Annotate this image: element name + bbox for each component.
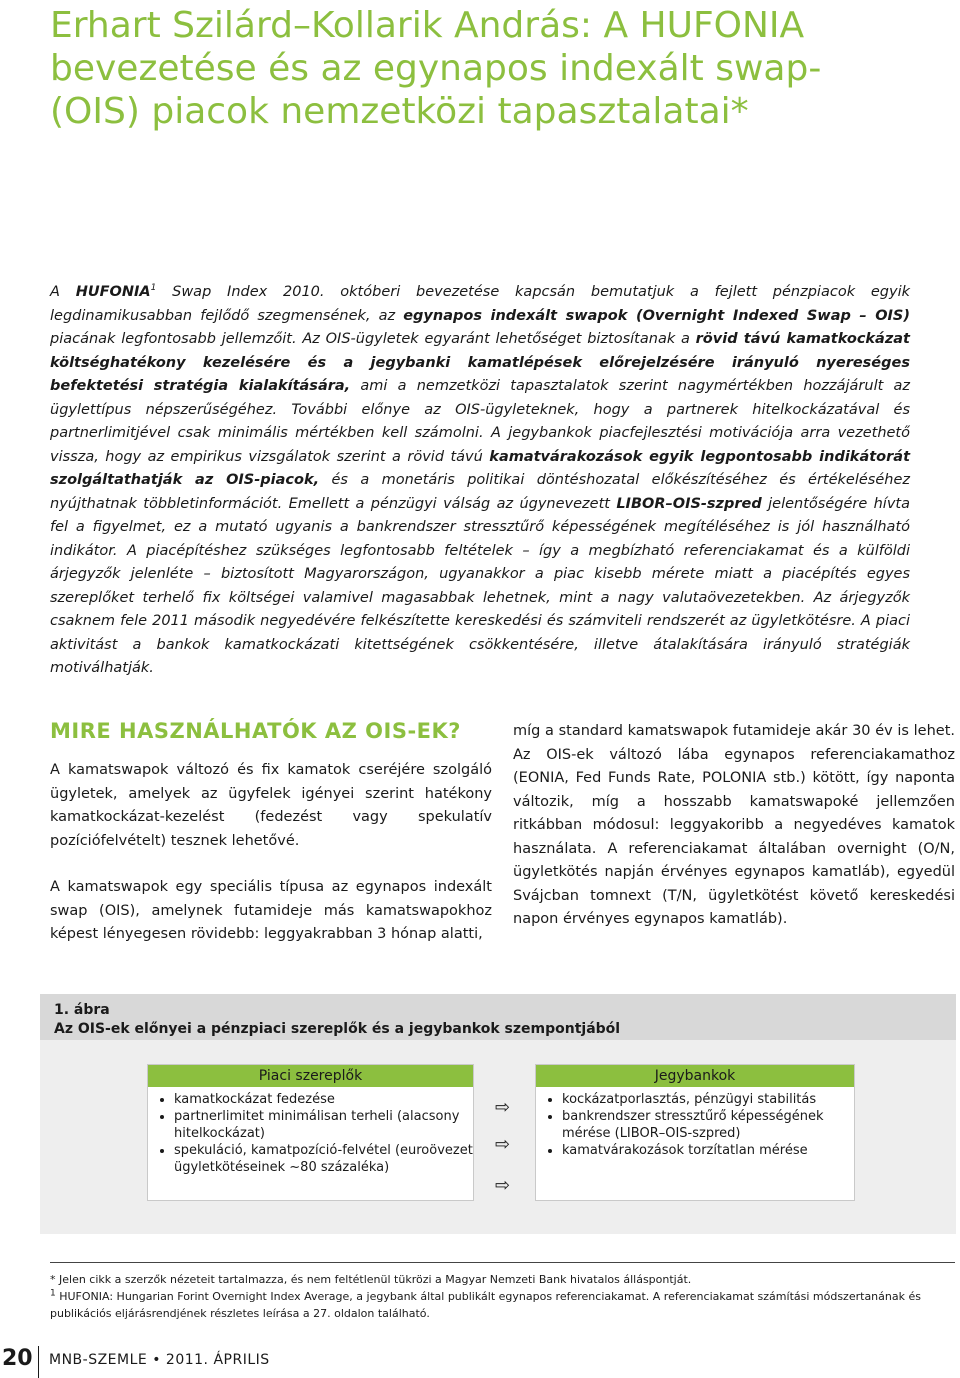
central-banks-list (536, 1091, 854, 1159)
market-participants-box (147, 1064, 474, 1201)
list-item: • spekuláció, kamatpozíció-felvétel (euroövezet ügyletkötéseinek ~80 százaléka) (174, 1142, 473, 1176)
footnote-1 (50, 1288, 955, 1322)
lead-text-6: jelentőségére hívta fel a figyelmet, ez a mutató ugyanis a bankrendszer stressztűrő képességének megítéléséhez is jól használható indikátor. A piacépítéshez szükséges legfontosabb feltételek – így a megbízható referenciakamat és a külföldi árjegyzők jelenléte – biztosított Magyarországon, ugyanakkor a piac kisebb mérete miatt a piacépítés egyes szereplőket terhelő fix költségei valamivel magasabbak lehetnek, mint a nagy valutaövezetekben. Az árjegyzők csaknem fele 2011 második negyedévére felkészítette kereskedési és számviteli rendszerét az ügyletkötésre. A piaci aktivitást a bankok kamatkockázati kitettségének csökkentésére, illetve átalakítására irányuló stratégiák motiválhatják. (50, 495, 910, 676)
list-item: • bankrendszer stressztűrő képességének mérése (LIBOR–OIS-szpred) (562, 1108, 854, 1142)
article-title: Erhart Szilárd–Kollarik András: A HUFONIA bevezetése és az egynapos indexált swap- (OIS) piacok nemzetközi tapasztalatai* (50, 5, 822, 132)
lead-text-2: Swap Index 2010. októberi bevezetése kapcsán bemutatjuk a fejlett pénzpiacok egyik legdinamikusabban fejlődő szegmensének, az (50, 284, 910, 324)
figure-number: 1. ábra (54, 1002, 110, 1018)
market-participants-header: Piaci szereplők (148, 1065, 473, 1087)
lead-text-4: ami a nemzetközi tapasztalatok szerint nagymértékben hozzájárult az ügylettípus népszerűségéhez. További előnye az OIS-ügyleteknek, hogy a partnerek hitelkockázatával és partnerlimitjével csak minimális mértékben kell számolni. A jegybankok piacfejlesztési motivációja arra vezethető vissza, hogy az empirikus vizsgálatok szerint a rövid távú (50, 378, 910, 465)
footnote-star: * Jelen cikk a szerzők nézeteit tartalmazza, és nem feltétlenül tükrözi a Magyar Nemzeti Bank hivatalos álláspontját. (50, 1273, 692, 1286)
footnote-ref-1[interactable]: 1 (150, 283, 157, 294)
right-paragraph-1: míg a standard kamatswapok futamideje akár 30 év is lehet. Az OIS-ek változó lába egynapos referenciakamathoz (EONIA, Fed Funds Rate, POLONIA stb.) kötött, így naponta változik, míg a hosszabb kamatswapoké jellemzően ritkábban módosul: leggyakoribb a negyedéves kamatok használata. A referenciakamat általában overnight (O/N, ügyletkötés napján érvényes egynapos kamatláb), egyedül Svájcban tomnext (T/N, ügyletkötést követő kereskedési napon érvényes egynapos kamatláb). (513, 723, 955, 927)
list-item: • kamatvárakozások torzítatlan mérése (562, 1142, 854, 1159)
lead-bold-expectations: kamatvárakozások egyik legpontosabb indikátorát szolgáltathatják az OIS-piacok, (50, 448, 910, 488)
lead-text-3: piacának legfontosabb jellemzőit. Az OIS-ügyletek egyaránt lehetőséget biztosítanak a (50, 331, 696, 347)
figure-header (40, 994, 956, 1040)
central-banks-box (535, 1064, 855, 1201)
figure-1 (40, 994, 956, 1234)
figure-title: Az OIS-ek előnyei a pénzpiaci szereplők és a jegybankok szempontjából (54, 1021, 621, 1037)
footnotes (50, 1262, 955, 1322)
right-arrow-icon: ⇨ (495, 1134, 511, 1155)
lead-bold-ois: egynapos indexált swapok (Overnight Indexed Swap – OIS) (403, 307, 910, 324)
list-item: • kockázatporlasztás, pénzügyi stabilitás (562, 1091, 854, 1108)
right-arrow-icon: ⇨ (495, 1097, 511, 1118)
market-participants-list (148, 1091, 473, 1176)
lead-text-1: A (50, 284, 76, 300)
list-item: • kamatkockázat fedezése (174, 1091, 473, 1108)
footnote-1-text: HUFONIA: Hungarian Forint Overnight Index Average, a jegybank által publikált egynapos referenciakamat. A referenciakamat számítási módszertanának és publikációs eljárásrendjének részletes leírása a 27. oldalon található. (50, 1290, 921, 1320)
left-paragraph-2: A kamatswapok egy speciális típusa az egynapos indexált swap (OIS), amelynek futamideje más kamatswapokhoz képest lényegesen rövidebb: leggyakrabban 3 hónap alatti, (50, 879, 492, 942)
left-column (50, 717, 492, 970)
page-number: 20 (2, 1346, 33, 1371)
central-banks-header: Jegybankok (536, 1065, 854, 1087)
footnote-1-mark: 1 (50, 1288, 56, 1299)
footer-divider (38, 1346, 39, 1378)
lead-text-5: és a monetáris politikai döntéshozatal előkészítéséhez és értékeléséhez nyújthatnak többletinformációt. Emellett a pénzügyi válság az úgynevezett (50, 472, 910, 512)
lead-paragraph (50, 281, 910, 681)
left-paragraph-1: A kamatswapok változó és fix kamatok cseréjére szolgáló ügyletek, amelyek az ügyfelek igényei szerint hatékony kamatkockázat-kezelést (fedezést vagy spekulatív pozíciófelvételt) tesznek lehetővé. (50, 762, 492, 849)
running-footer: MNB-SZEMLE • 2011. ÁPRILIS (49, 1352, 270, 1368)
lead-bold-libor: LIBOR–OIS-szpred (616, 495, 762, 512)
lead-hufonia: HUFONIA (75, 284, 151, 300)
list-item: • partnerlimitet minimálisan terheli (alacsony hitelkockázat) (174, 1108, 473, 1142)
right-arrow-icon: ⇨ (495, 1175, 511, 1196)
right-column (513, 720, 955, 955)
section-heading: MIRE HASZNÁLHATÓK AZ OIS-EK? (50, 719, 461, 743)
lead-bold-risk: rövid távú kamatkockázat költséghatékony kezelésére és a jegybanki kamatlépések előrejelzésére irányuló nyereséges befektetési stratégia kialakítására, (50, 331, 910, 394)
